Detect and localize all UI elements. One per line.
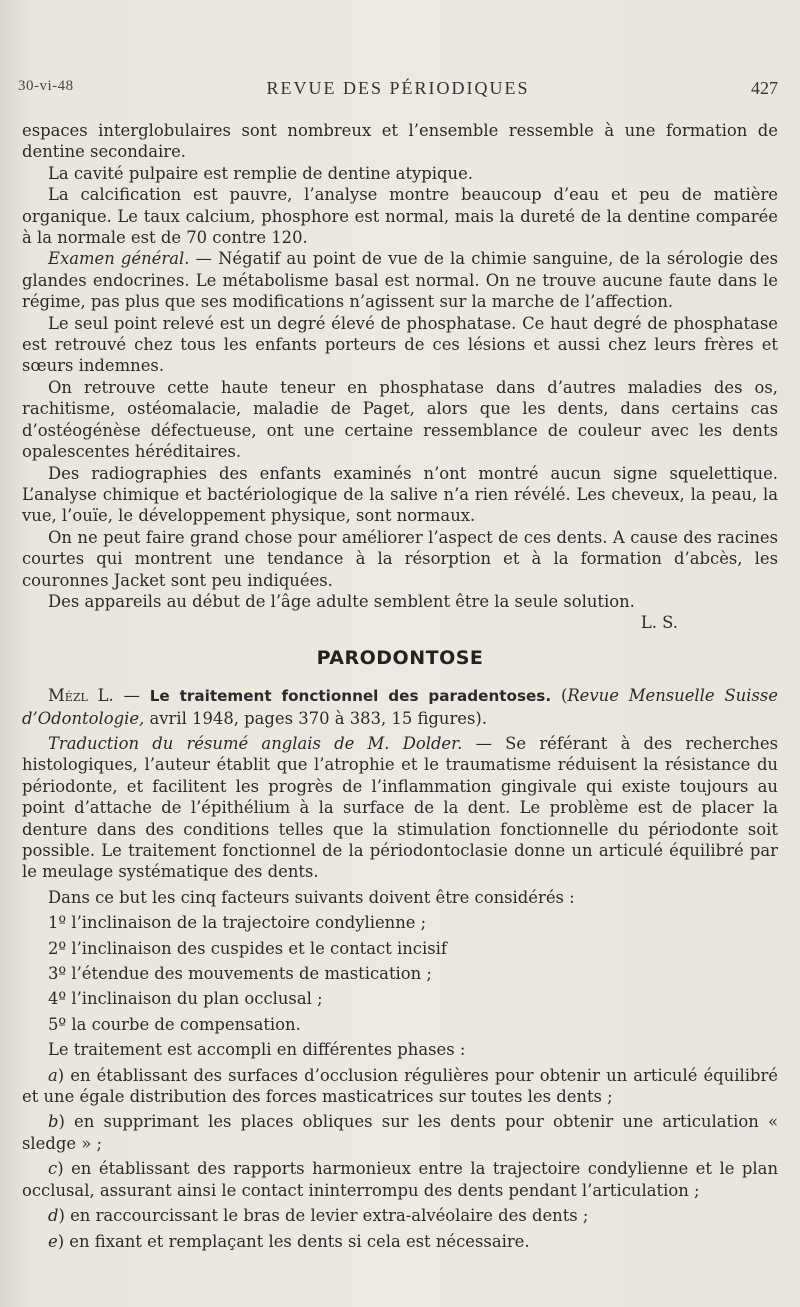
ref-title: Le traitement fonctionnel des paradentoses. (149, 687, 552, 706)
paragraph-label: Examen général. (48, 249, 190, 269)
paragraph: On ne peut faire grand chose pour améliorer l’aspect de ces dents. A cause des racines courtes qui montrent une tendance à la résorption et à la formation d’abcès, les couronnes Jacket sont peu indiquées. (22, 527, 778, 590)
ref-author: Mézl L. (48, 686, 114, 706)
page-number: 427 (751, 78, 778, 98)
item-text: ) en fixant et remplaçant les dents si cela est nécessaire. (57, 1231, 530, 1251)
ref-details: avril 1948, pages 370 à 383, 15 figures). (144, 708, 488, 728)
ref-journal: Revue Mensuelle Suisse d’Odontologie, (22, 686, 778, 728)
list-item (22, 1231, 778, 1252)
item-text: ) en raccourcissant le bras de levier extra-alvéolaire des dents ; (58, 1206, 589, 1226)
section-title: PARODONTOSE (316, 646, 484, 669)
ref-dash: — (113, 686, 150, 706)
running-header (18, 78, 778, 102)
list-item (22, 1205, 778, 1226)
paragraph-text: — Se référant à des recherches histologiques, l’auteur établit que l’atrophie et le traumatisme réduisent la résistance du périodonte, et facilitent les progrès de l’inflammation gingivale qui existe toujours au point d’attache de l’épithélium à la surface de la dent. Le problème est de placer la denture dans des conditions telles que la stimulation fonctionnelle du périodonte soit possible. Le traitement fonctionnel de la périodontoclasie donne un articulé équilibré par le meulage systématique des dents. (22, 733, 778, 882)
paragraph: La cavité pulpaire est remplie de dentine atypique. (48, 163, 473, 183)
paragraph: Des appareils au début de l’âge adulte semblent être la seule solution. (48, 591, 635, 611)
paragraph: La calcification est pauvre, l’analyse montre beaucoup d’eau et peu de matière organique. Le taux calcium, phosphore est normal, mais la dureté de la dentine comparée à la normale est de 70 contre 120. (22, 185, 778, 248)
list-item (22, 1065, 778, 1108)
item-letter: d (48, 1206, 59, 1226)
body-text (22, 120, 778, 1252)
journal-title: REVUE DES PÉRIODIQUES (266, 78, 530, 98)
list-item (22, 1158, 778, 1201)
signature: L. S. (640, 613, 678, 633)
list-item (22, 1111, 778, 1154)
paragraph: On retrouve cette haute teneur en phosphatase dans d’autres maladies des os, rachitisme, ostéomalacie, maladie de Paget, alors que les dents, dans certains cas d’ostéogénèse défectueuse, ont une certaine ressemblance de couleur avec les dents opalescentes héréditaires. (22, 377, 778, 462)
list-item: 1º l’inclinaison de la trajectoire condylienne ; (48, 913, 427, 933)
item-letter: a (48, 1065, 58, 1085)
paragraph (22, 733, 778, 883)
paragraph-label: Traduction du résumé anglais de M. Dolder. (48, 733, 463, 753)
paragraph: Le traitement est accompli en différentes phases : (48, 1040, 466, 1060)
paragraph: Dans ce but les cinq facteurs suivants doivent être considérés : (48, 887, 575, 907)
header-date: 30-vi-48 (18, 78, 74, 94)
list-item: 3º l’étendue des mouvements de mastication ; (48, 964, 432, 984)
list-item: 2º l’inclinaison des cuspides et le contact incisif (48, 938, 447, 958)
paragraph: Le seul point relevé est un degré élevé de phosphatase. Ce haut degré de phosphatase est retrouvé chez tous les enfants porteurs de ces lésions et aussi chez leurs frères et sœurs indemnes. (22, 313, 778, 376)
item-letter: e (48, 1231, 58, 1251)
item-text: ) en établissant des surfaces d’occlusion régulières pour obtenir un articulé équilibré et une égale distribution des forces masticatrices sur toutes les dents ; (22, 1065, 778, 1107)
item-text: ) en établissant des rapports harmonieux entre la trajectoire condylienne et le plan occlusal, assurant ainsi le contact ininterrompu des dents pendant l’articulation ; (22, 1159, 778, 1200)
item-letter: b (48, 1112, 59, 1132)
item-letter: c (48, 1159, 58, 1179)
ref-open: ( (551, 686, 568, 706)
list-item: 5º la courbe de compensation. (48, 1014, 301, 1034)
paragraph: Des radiographies des enfants examinés n’ont montré aucun signe squelettique. L’analyse chimique et bactériologique de la salive n’a rien révélé. Les cheveux, la peau, la vue, l’ouïe, le développement physique, sont normaux. (22, 463, 778, 526)
reference (22, 685, 778, 729)
list-item: 4º l’inclinaison du plan occlusal ; (48, 989, 323, 1009)
paragraph-text: — Négatif au point de vue de la chimie sanguine, de la sérologie des glandes endocrines. Le métabolisme basal est normal. On ne trouve aucune faute dans le régime, pas plus que ses modifications n’agissent sur la marche de l’affection. (22, 249, 778, 312)
paragraph (22, 248, 778, 312)
item-text: ) en supprimant les places obliques sur les dents pour obtenir une articulation « sledge » ; (22, 1112, 778, 1153)
paragraph: espaces interglobulaires sont nombreux et l’ensemble ressemble à une formation de dentine secondaire. (22, 121, 778, 162)
